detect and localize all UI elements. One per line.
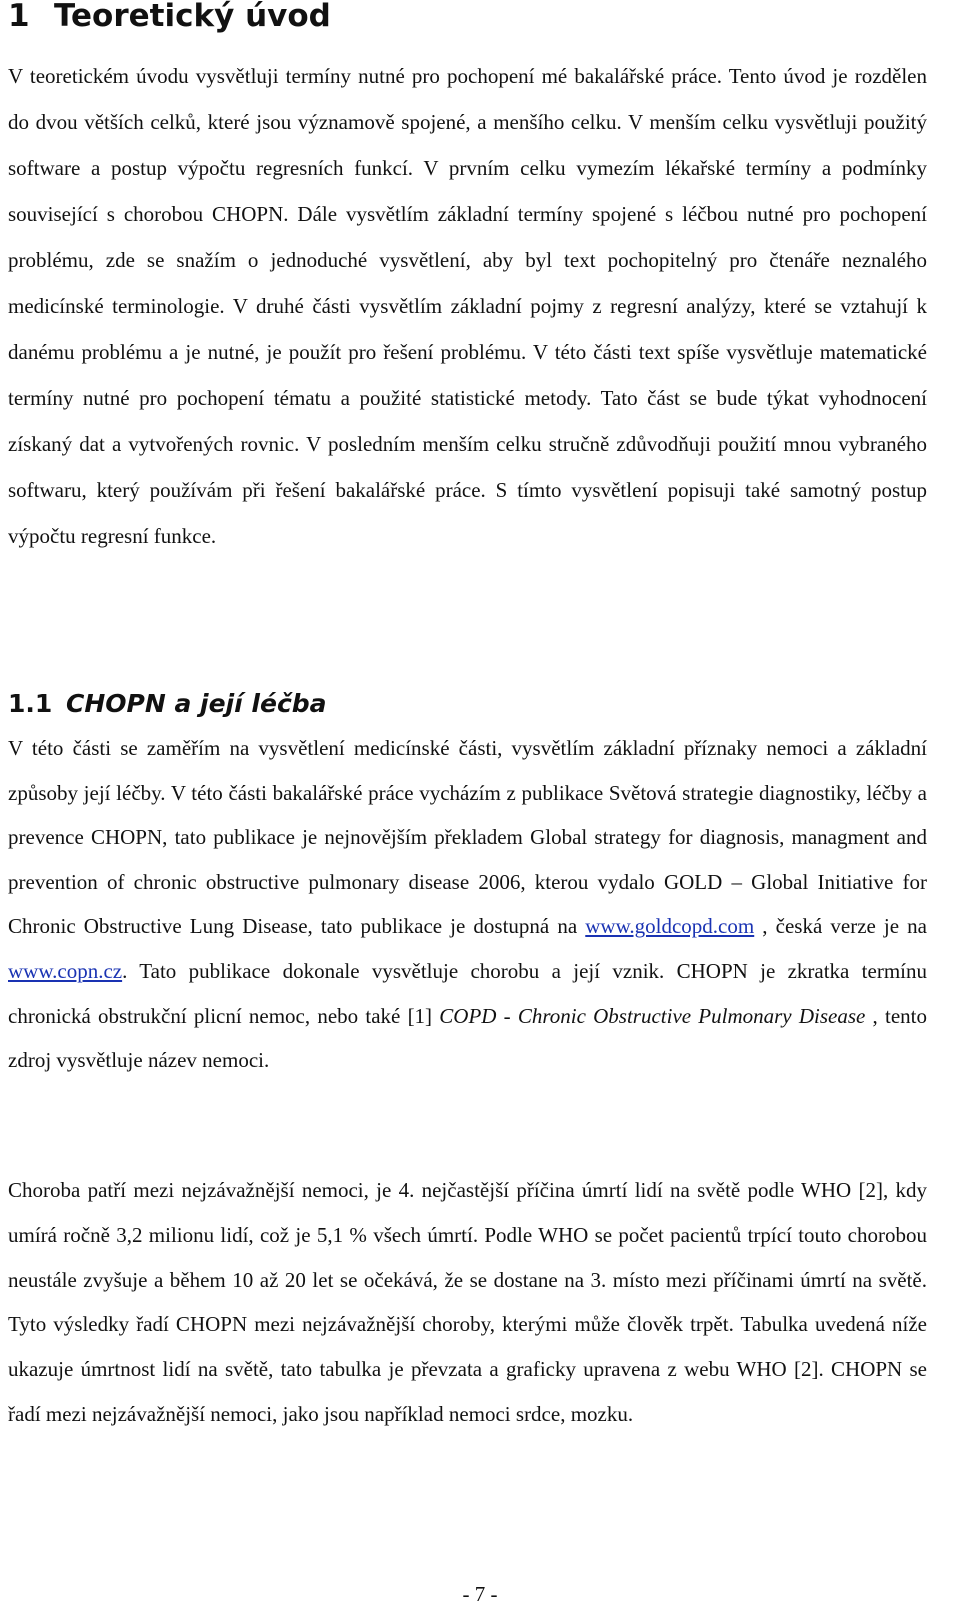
chapter-number: 1: [8, 0, 30, 34]
section-paragraph: [8, 726, 927, 1083]
chapter-title: Teoretický úvod: [54, 0, 331, 34]
section-paragraph-text-1: V této části se zaměřím na vysvětlení medicínské části, vysvětlím základní příznaky nemoci a základní způsoby její léčby. V této části bakalářské práce vycházím z publikace Světová strategie diagnostiky, léčby a prevence CHOPN, tato publikace je nejnovějším překladem Global strategy for diagnosis, managment and prevention of chronic obstructive pulmonary disease 2006, kterou vydalo GOLD – Global Initiative for Chronic Obstructive Lung Disease, tato publikace je dostupná na: [8, 736, 927, 939]
section-heading: [8, 687, 327, 721]
section-number: 1.1: [8, 689, 53, 718]
section-paragraph-text-4: , tento zdroj vysvětluje název nemoci.: [8, 1003, 927, 1073]
intro-paragraph: V teoretickém úvodu vysvětluji termíny nutné pro pochopení mé bakalářské práce. Tento úvod je rozdělen do dvou větších celků, které jsou významově spojené, a menšího celku. V menším celku vysvětluji použitý software a postup výpočtu regresních funkcí. V prvním celku vymezím lékařské termíny a podmínky související s chorobou CHOPN. Dále vysvětlím základní termíny spojené s léčbou nutné pro pochopení problému, zde se snažím o jednoduché vysvětlení, aby byl text pochopitelný pro čtenáře neznalého medicínské terminologie. V druhé části vysvětlím základní pojmy z regresní analýzy, které se vztahují k danému problému a je nutné, je použít pro řešení problému. V této části text spíše vysvětluje matematické termíny nutné pro pochopení tématu a použité statistické metody. Tato část se bude týkat vyhodnocení získaný dat a vytvořených rovnic. V posledním menším celku stručně zdůvodňuji použití mnou vybraného softwaru, který používám při řešení bakalářské práce. S tímto vysvětlení popisuji také samotný postup výpočtu regresní funkce.: [8, 64, 927, 548]
section-title: CHOPN a její léčba: [66, 689, 327, 718]
section-paragraph-text-3: . Tato publikace dokonale vysvětluje chorobu a její vznik. CHOPN je zkratka termínu chronická obstrukční plicní nemoc, nebo také [1]: [8, 958, 927, 1028]
copd-italic-term: COPD - Chronic Obstructive Pulmonary Disease: [439, 1003, 866, 1028]
page-number: - 7 -: [462, 1582, 498, 1606]
who-paragraph: Choroba patří mezi nejzávažnější nemoci, je 4. nejčastější příčina úmrtí lidí na světě podle WHO [2], kdy umírá ročně 3,2 milionu lidí, což je 5,1 % všech úmrtí. Podle WHO se počet pacientů trpící touto chorobou neustále zvyšuje a během 10 až 20 let se očekává, že se dostane na 3. místo mezi příčinami úmrtí na světě. Tyto výsledky řadí CHOPN mezi nejzávažnější choroby, kterými může člověk trpět. Tabulka uvedená níže ukazuje úmrtnost lidí na světě, tato tabulka je převzata a graficky upravena z webu WHO [2]. CHOPN se řadí mezi nejzávažnější nemoci, jako jsou například nemoci srdce, mozku.: [8, 1178, 927, 1426]
copn-link[interactable]: www.copn.cz: [8, 958, 123, 983]
section-paragraph-text-2: , česká verze je na: [754, 914, 927, 939]
chapter-heading: [8, 0, 331, 36]
goldcopd-link[interactable]: www.goldcopd.com: [585, 914, 755, 939]
